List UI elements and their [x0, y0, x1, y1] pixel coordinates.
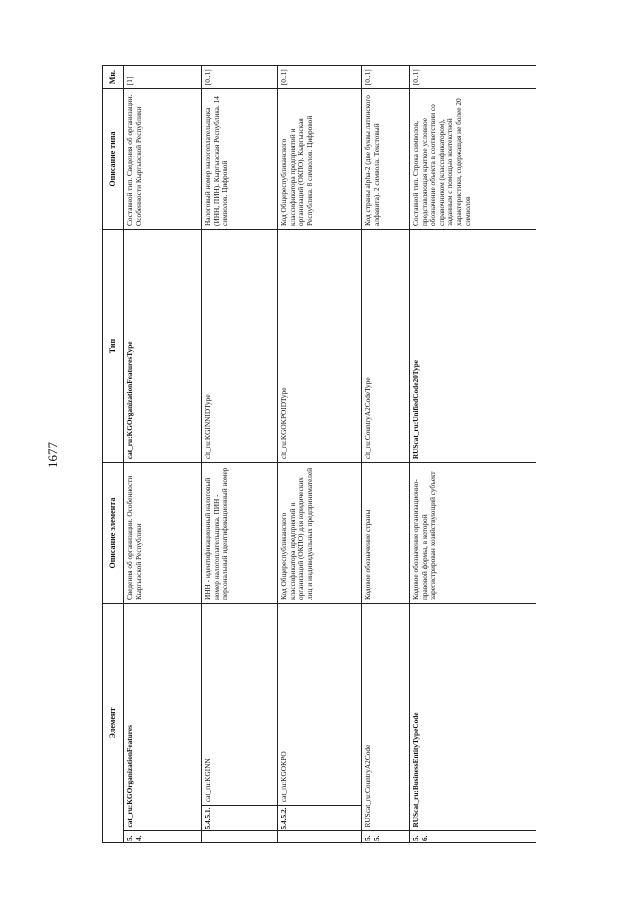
table-row	[410, 66, 537, 843]
header-element-desc: Описание элемента	[103, 463, 124, 604]
element-description: Кодовое обозначение организационно-правовой формы, в которой зарегистрирован хозяйствующий субъект	[410, 463, 537, 604]
type-description: Составной тип. Сведения об организации. Особенности Кыргызской Республики	[124, 89, 202, 230]
element-name: cat_ru:KGINN	[202, 604, 278, 806]
type-description: Составной тип. Строка символов, представляющая краткое условное обозначение объекта в соответствии со справочником (классификатором), заданным с помощью контекстной характеристики, содержащая не более 20 символов	[410, 89, 537, 230]
table-row	[124, 66, 202, 843]
multiplicity: [0..1]	[278, 66, 362, 89]
table-row	[278, 66, 362, 843]
table-row	[202, 66, 278, 843]
type-name: clt_ru:CountryA2CodeType	[362, 229, 410, 462]
row-number-empty	[202, 831, 278, 843]
header-mn: Мн.	[103, 66, 124, 89]
element-description: Сведения об организации. Особенности Кыргызской Республики	[124, 463, 202, 604]
element-description: Кодовое обозначение страны	[362, 463, 410, 604]
type-name: RUScat_ru:UnifiedCode20Type	[410, 229, 537, 462]
multiplicity: [0..1]	[410, 66, 537, 89]
page-number: 1677	[45, 442, 60, 468]
row-number-empty	[278, 831, 362, 843]
header-element: Элемент	[103, 604, 124, 843]
element-description: Код Общереспубликанского классификатора предприятий и организаций (ОКПО) для юридических лиц и индивидуальных предпринимателей	[278, 463, 362, 604]
sub-row-number: 5.4.5.1.	[202, 806, 278, 831]
type-name: clt_ru:KGOKPOIDType	[278, 229, 362, 462]
header-type: Тип	[103, 229, 124, 462]
table-container	[102, 65, 536, 843]
row-number: 5.5.	[362, 831, 410, 843]
row-number: 5.4.	[124, 831, 202, 843]
type-name: cat_ru:KGOrganizationFeaturesType	[124, 229, 202, 462]
sub-row-number: 5.4.5.2.	[278, 806, 362, 831]
element-description: ИНН - идентификационный налоговый номер налогоплательщика. ПИН - персональный идентификационный номер	[202, 463, 278, 604]
table-header-row	[103, 66, 124, 843]
type-description: Налоговый номер налогоплательщика (ИНН, ПИН). Кыргызская Республика. 14 символов. Цифровой	[202, 89, 278, 230]
element-name: RUScat_ru:BusinessEntityTypeCode	[410, 604, 537, 831]
type-description: Код страны alpha-2 (две буквы латинского алфавита). 2 символа. Текстовый	[362, 89, 410, 230]
row-number: 5.6.	[410, 831, 537, 843]
multiplicity: [0..1]	[202, 66, 278, 89]
multiplicity: [1]	[124, 66, 202, 89]
element-name: cat_ru:KGOrganizationFeatures	[124, 604, 202, 831]
header-type-desc: Описание типа	[103, 89, 124, 230]
table-row	[362, 66, 410, 843]
type-name: clt_ru:KGINNIDType	[202, 229, 278, 462]
type-description: Код Общереспубликанского классификатора предприятий и организаций (ОКПО). Кыргызская Республика. 8 символов. Цифровой	[278, 89, 362, 230]
elements-table	[102, 65, 536, 843]
multiplicity: [0..1]	[362, 66, 410, 89]
element-name: RUScat_ru:CountryA2Code	[362, 604, 410, 831]
element-name: cat_ru:KGOKPO	[278, 604, 362, 806]
